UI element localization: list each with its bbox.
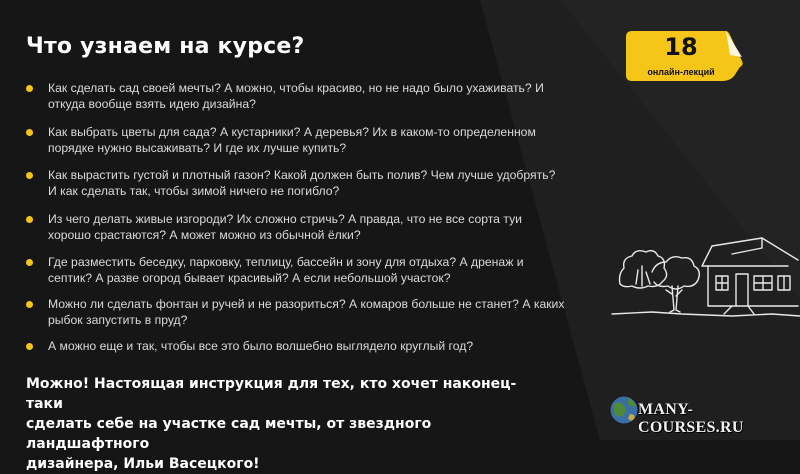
conclusion-line: сделать себе на участке сад мечты, от звездного ландшафтного	[26, 416, 432, 452]
bullet-icon	[26, 301, 33, 308]
slide-title: Что узнаем на курсе?	[26, 34, 305, 59]
bullet-icon	[26, 216, 33, 223]
bullet-icon	[26, 259, 33, 266]
question-line: Из чего делать живые изгороди? Их сложно стричь? А правда, что не все сорта туи	[48, 212, 522, 226]
question-item	[26, 80, 608, 112]
lecture-count-badge	[622, 27, 746, 85]
question-item	[26, 211, 608, 243]
question-item	[26, 254, 608, 286]
question-line: И как сделать так, чтобы зимой ничего не погибло?	[48, 184, 340, 198]
question-line: рыбок запустить в пруд?	[48, 313, 188, 327]
globe-icon	[606, 382, 642, 434]
question-line: Можно ли сделать фонтан и ручей и не разориться? А комаров больше не станет? А каких	[48, 297, 565, 311]
bullet-icon	[26, 343, 33, 350]
question-line: откуда вообще взять идею дизайна?	[48, 97, 256, 111]
badge-label: онлайн-лекций	[647, 67, 715, 77]
watermark-text: MANY-COURSES.RU	[638, 401, 744, 436]
conclusion-line: Можно! Настоящая инструкция для тех, кто хочет наконец-таки	[26, 376, 517, 412]
question-item	[26, 338, 608, 354]
question-line: Как сделать сад своей мечты? А можно, чтобы красиво, но не надо было ухаживать? И	[48, 81, 544, 95]
bullet-icon	[26, 172, 33, 179]
conclusion-text	[26, 374, 546, 474]
question-line: хорошо срастаются? А может можно из обычной ёлки?	[48, 228, 361, 242]
question-line: септик? А разве огород бывает красивый? А если небольшой участок?	[48, 271, 451, 285]
question-item	[26, 167, 608, 199]
house-with-trees-icon	[612, 226, 800, 322]
question-item	[26, 296, 608, 328]
watermark	[606, 382, 796, 434]
bullet-icon	[26, 129, 33, 136]
bullet-icon	[26, 85, 33, 92]
question-line: Как выбрать цветы для сада? А кустарники? А деревья? Их в каком-то определенном	[48, 125, 536, 139]
question-item	[26, 124, 608, 156]
conclusion-line: дизайнера, Ильи Васецкого!	[26, 456, 260, 472]
question-line: Где разместить беседку, парковку, теплицу, бассейн и зону для отдыха? А дренаж и	[48, 255, 524, 269]
badge-number: 18	[664, 33, 698, 61]
question-line: Как вырастить густой и плотный газон? Какой должен быть полив? Чем лучше удобрять?	[48, 168, 556, 182]
question-line: А можно еще и так, чтобы все это было волшебно выглядело круглый год?	[48, 339, 474, 353]
question-line: порядке нужно высаживать? И где их лучше купить?	[48, 141, 347, 155]
